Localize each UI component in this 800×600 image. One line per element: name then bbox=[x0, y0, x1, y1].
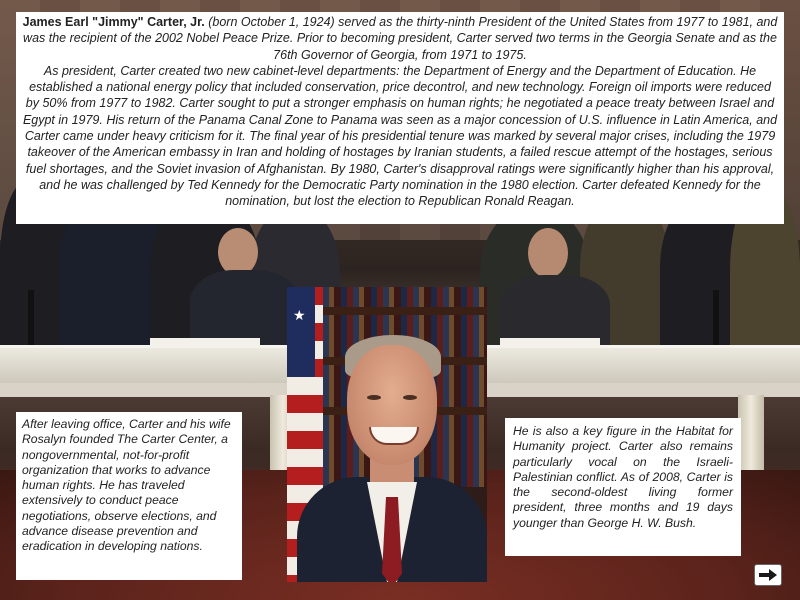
habitat-text: He is also a key figure in the Habitat for Humanity project. Carter also remains particularly vocal on the Israeli-Palestinian conflict. As of 2008, Carter is the second-oldest living former president, three months and 19 days younger than George H. W. Bush. bbox=[513, 424, 733, 530]
biography-intro: (born October 1, 1924) served as the thirty-ninth President of the United States from 1977 to 1981, and was the recipient of the 2002 Nobel Peace Prize. Prior to becoming president, Carter served two terms in the Georgia Senate and as the 76th Governor of Georgia, from 1971 to 1975. bbox=[23, 15, 778, 62]
portrait-photo: ★ bbox=[287, 287, 487, 582]
biography-panel bbox=[16, 12, 784, 224]
presidency-text: As president, Carter created two new cabinet-level departments: the Department of Energy and the Department of Education. He established a national energy policy that included conservation, price decontrol, and new technology. Foreign oil imports were reduced by 50% from 1977 to 1982. Carter sought to put a stronger emphasis on human rights; he negotiated a peace treaty between Israel and Egypt in 1979. His return of the Panama Canal Zone to Panama was seen as a major concession of U.S. influence in Latin America, and Carter came under heavy criticism for it. The final year of his presidential tenure was marked by several major crises, including the 1979 takeover of the American embassy in Iran and holding of hostages by Iranian students, a failed rescue attempt of the hostages, serious fuel shortages, and the Soviet invasion of Afghanistan. By 1980, Carter's disapproval ratings were significantly higher than his approval, and he was challenged by Ted Kennedy for the Democratic Party nomination in the 1980 election. Carter defeated Kennedy for the nomination, but lost the election to Republican Ronald Reagan. bbox=[22, 63, 778, 209]
habitat-panel bbox=[505, 418, 741, 556]
post-presidency-text: After leaving office, Carter and his wife Rosalyn founded The Carter Center, a nongovernmental, not-for-profit organization that works to advance human rights. He has traveled extensively to conduct peace negotiations, observe elections, and advance disease prevention and eradication in developing nations. bbox=[22, 417, 231, 554]
post-presidency-panel bbox=[16, 412, 242, 580]
arrow-right-icon bbox=[758, 568, 778, 582]
next-slide-button[interactable] bbox=[754, 564, 782, 586]
subject-name: James Earl "Jimmy" Carter, Jr. bbox=[22, 15, 205, 29]
